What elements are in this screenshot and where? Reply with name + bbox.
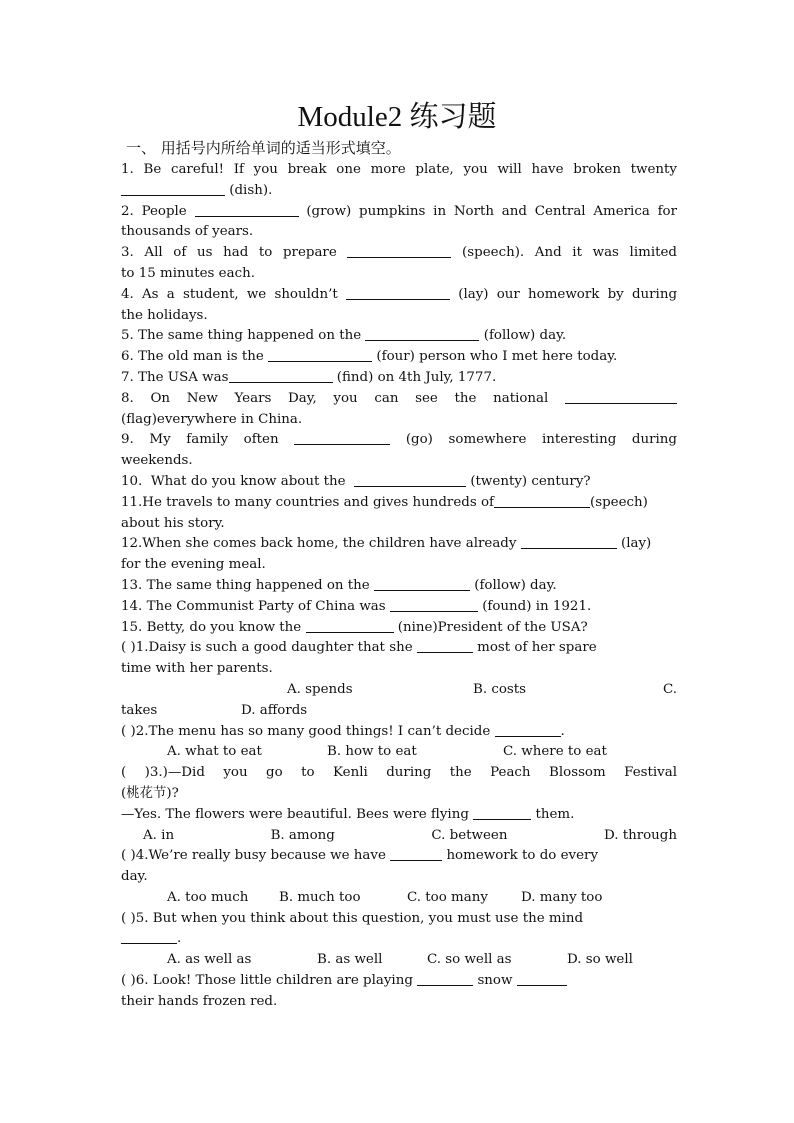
- option-d[interactable]: D. affords: [241, 702, 308, 718]
- option-a[interactable]: A. spends: [287, 681, 353, 697]
- answer-blank[interactable]: [494, 493, 590, 508]
- option-c[interactable]: C. so well as: [427, 952, 512, 968]
- question-14: 14. The Communist Party of China was (found) in 1921.: [121, 598, 592, 614]
- mc-options-4: [121, 888, 677, 909]
- mc-question-2: ( )2.The menu has so many good things! I can’t decide .: [121, 723, 565, 739]
- option-c[interactable]: C. between: [431, 827, 508, 843]
- question-3-cont: to 15 minutes each.: [121, 265, 255, 281]
- answer-blank[interactable]: [473, 805, 531, 820]
- question-12-cont: for the evening meal.: [121, 557, 266, 573]
- option-d[interactable]: D. so well: [567, 952, 633, 968]
- answer-blank[interactable]: [294, 430, 390, 445]
- mc-options-5: [121, 950, 677, 971]
- question-8: 8. On New Years Day, you can see the national: [121, 389, 677, 410]
- option-a[interactable]: A. as well as: [167, 952, 252, 968]
- option-c[interactable]: C. where to eat: [503, 744, 607, 760]
- answer-blank[interactable]: [517, 971, 567, 986]
- option-a[interactable]: A. in: [143, 827, 175, 843]
- mc-question-3-answer: —Yes. The flowers were beautiful. Bees were flying them.: [121, 806, 575, 822]
- mc-question-3-cont: (桃花节)?: [121, 785, 179, 801]
- mc-question-1: ( )1.Daisy is such a good daughter that she most of her spare: [121, 640, 597, 656]
- answer-blank[interactable]: [347, 243, 451, 258]
- answer-blank[interactable]: [521, 534, 617, 549]
- mc-question-6-cont: their hands frozen red.: [121, 993, 278, 1009]
- answer-blank[interactable]: [121, 181, 225, 196]
- question-11: 11.He travels to many countries and gives hundreds of (speech): [121, 494, 648, 510]
- option-a[interactable]: A. what to eat: [167, 744, 262, 760]
- question-2: 2. People (grow) pumpkins in North and Central America for: [121, 203, 677, 219]
- section-heading: 一、 用括号内所给单词的适当形式填空。: [126, 139, 401, 157]
- question-12: 12.When she comes back home, the children have already (lay): [121, 536, 652, 552]
- option-c-text[interactable]: takes: [121, 702, 158, 718]
- option-c[interactable]: C. too many: [407, 889, 488, 905]
- question-7: 7. The USA was (find) on 4th July, 1777.: [121, 369, 497, 385]
- option-d[interactable]: D. many too: [521, 889, 603, 905]
- answer-blank[interactable]: [365, 326, 479, 341]
- mc-question-4: ( )4.We’re really busy because we have homework to do every: [121, 848, 599, 864]
- mc-options-1-cont: [121, 701, 677, 722]
- answer-blank[interactable]: [417, 638, 473, 653]
- mc-question-4-cont: day.: [121, 869, 148, 885]
- mc-options-3: [121, 826, 677, 847]
- option-b[interactable]: B. much too: [279, 889, 361, 905]
- question-10: 10. What do you know about the (twenty) century?: [121, 473, 591, 489]
- option-c[interactable]: C.: [662, 681, 677, 697]
- question-3: 3. All of us had to prepare (speech). And it was limited: [121, 245, 677, 261]
- mc-question-6: ( )6. Look! Those little children are playing snow: [121, 971, 677, 992]
- mc-question-3: ( )3.)—Did you go to Kenli during the Peach Blossom Festival: [121, 765, 677, 781]
- question-6: 6. The old man is the (four) person who I met here today.: [121, 349, 618, 365]
- answer-blank[interactable]: [390, 597, 478, 612]
- answer-blank[interactable]: [268, 347, 372, 362]
- option-b[interactable]: B. costs: [473, 681, 527, 697]
- answer-blank[interactable]: [390, 846, 442, 861]
- answer-blank[interactable]: [121, 929, 177, 944]
- question-4: 4. As a student, we shouldn’t (lay) our homework by during: [121, 286, 677, 302]
- answer-blank[interactable]: [306, 618, 394, 633]
- answer-blank[interactable]: [346, 285, 450, 300]
- question-11-cont: about his story.: [121, 515, 225, 531]
- exercise-body: [121, 160, 677, 1013]
- question-8-cont: (flag)everywhere in China.: [121, 411, 303, 427]
- answer-blank[interactable]: [374, 576, 470, 591]
- mc-question-5: ( )5. But when you think about this question, you must use the mind: [121, 910, 584, 926]
- question-9: 9. My family often (go) somewhere interesting during: [121, 432, 677, 448]
- page-title: Module2 练习题: [297, 101, 497, 133]
- question-4-cont: the holidays.: [121, 307, 208, 323]
- mc-options-2: [121, 742, 677, 763]
- answer-blank[interactable]: [417, 971, 473, 986]
- mc-question-1-cont: time with her parents.: [121, 661, 273, 677]
- question-5: 5. The same thing happened on the (follow) day.: [121, 328, 567, 344]
- option-d[interactable]: D. through: [603, 827, 677, 843]
- option-b[interactable]: B. how to eat: [327, 744, 417, 760]
- mc-options-1: [121, 680, 677, 701]
- option-b[interactable]: B. among: [270, 827, 335, 843]
- answer-blank[interactable]: [354, 472, 466, 487]
- question-15: 15. Betty, do you know the (nine)President of the USA?: [121, 619, 588, 635]
- question-9-cont: weekends.: [121, 453, 193, 469]
- mc-question-5-cont: .: [121, 929, 677, 950]
- question-13: 13. The same thing happened on the (follow) day.: [121, 577, 557, 593]
- answer-blank[interactable]: [495, 722, 561, 737]
- answer-blank[interactable]: [565, 389, 677, 404]
- question-1-cont: (dish).: [121, 181, 677, 202]
- answer-blank[interactable]: [229, 368, 333, 383]
- answer-blank[interactable]: [195, 202, 299, 217]
- question-1: 1. Be careful! If you break one more plate, you will have broken twenty: [121, 162, 677, 177]
- question-2-cont: thousands of years.: [121, 224, 254, 240]
- option-b[interactable]: B. as well: [317, 952, 383, 968]
- option-a[interactable]: A. too much: [167, 889, 249, 905]
